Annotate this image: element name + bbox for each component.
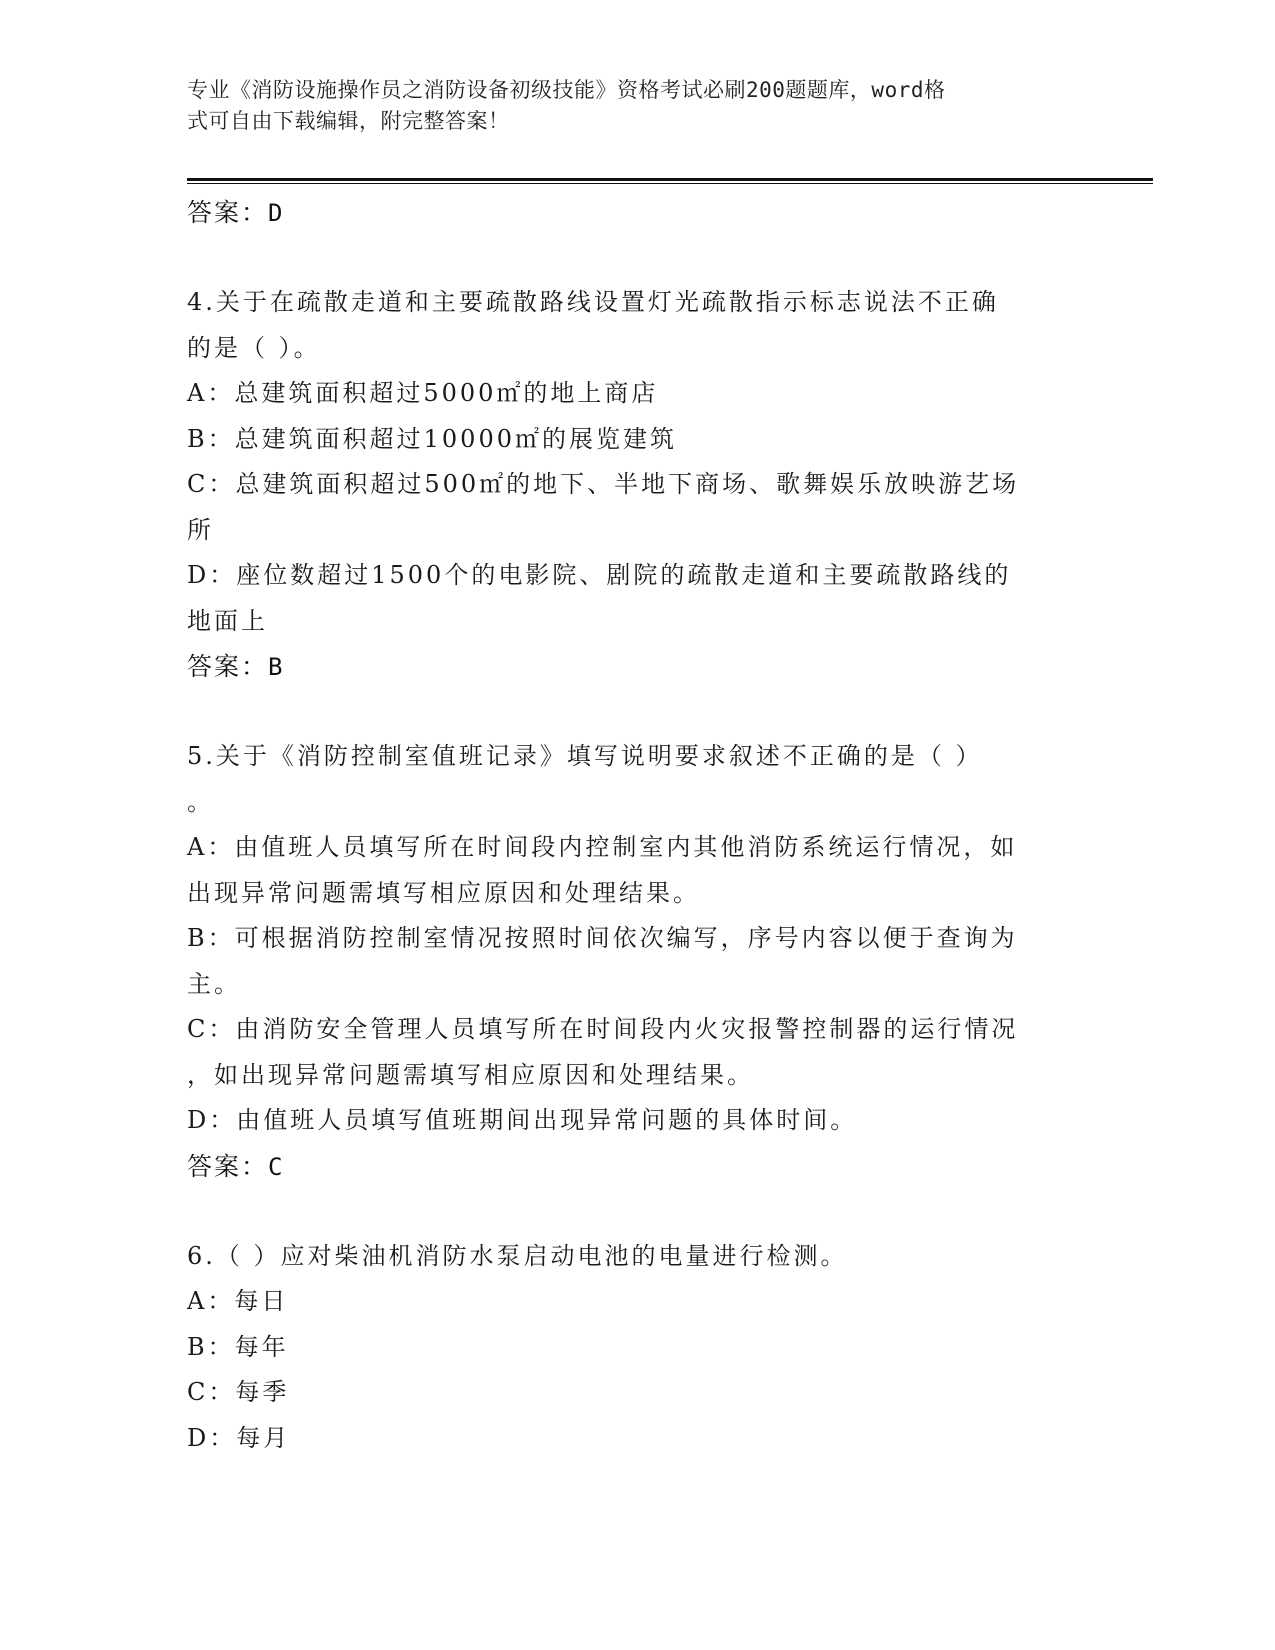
question-block-4 [187,280,1077,690]
option-d: D：座位数超过1500个的电影院、剧院的疏散走道和主要疏散路线的 [187,561,1012,589]
answer-label: 答案： [187,652,269,681]
option-c: C：每季 [187,1378,290,1406]
question-stem: 4.关于在疏散走道和主要疏散路线设置灯光疏散指示标志说法不正确 [187,288,999,316]
header-line-1: 专业《消防设施操作员之消防设备初级技能》资格考试必刷200题题库，word格 [187,78,946,102]
page-header [187,75,1077,137]
header-divider-thick [187,178,1153,181]
spacer [187,690,1077,734]
option-d-cont: 地面上 [187,606,268,635]
option-a-cont: 出现异常问题需填写相应原因和处理结果。 [187,878,700,907]
answer-line [187,644,1077,690]
option-b: B：总建筑面积超过10000㎡的展览建筑 [187,424,677,453]
answer-value: C [268,1152,283,1181]
answer-label: 答案： [187,1151,269,1181]
question-stem: 5.关于《消防控制室值班记录》填写说明要求叙述不正确的是（ ） [187,742,983,770]
question-stem: 的是（ ）。 [187,333,321,362]
option-c-cont: ，如出现异常问题需填写相应原因和处理结果。 [187,1060,754,1089]
option-a: A：总建筑面积超过5000㎡的地上商店 [187,379,659,407]
header-divider-thin [187,183,1153,184]
option-d: D：每月 [187,1423,291,1452]
option-b-cont: 主。 [187,969,241,998]
spacer [187,1190,1077,1234]
answer-value: D [268,199,283,227]
option-d: D：由值班人员填写值班期间出现异常问题的具体时间。 [187,1106,858,1134]
question-block-5 [187,734,1077,1190]
answer-label: 答案： [187,198,269,227]
option-a: A：每日 [187,1287,289,1315]
option-b: B：每年 [187,1332,289,1361]
option-c: C：由消防安全管理人员填写所在时间段内火灾报警控制器的运行情况 [187,1015,1019,1043]
option-a: A：由值班人员填写所在时间段内控制室内其他消防系统运行情况，如 [187,833,1018,861]
option-c-cont: 所 [187,515,214,544]
question-stem: 。 [187,787,214,816]
option-b: B：可根据消防控制室情况按照时间依次编写，序号内容以便于查询为 [187,924,1018,952]
question-block-6 [187,1234,1077,1462]
answer-line [187,1144,1077,1190]
answer-line [187,190,1077,236]
answer-value: B [268,653,283,681]
question-content [187,190,1077,1461]
header-line-2: 式可自由下载编辑，附完整答案！ [187,109,510,133]
question-stem: 6.（ ）应对柴油机消防水泵启动电池的电量进行检测。 [187,1241,848,1270]
spacer [187,236,1077,280]
option-c: C：总建筑面积超过500㎡的地下、半地下商场、歌舞娱乐放映游艺场 [187,470,1020,498]
